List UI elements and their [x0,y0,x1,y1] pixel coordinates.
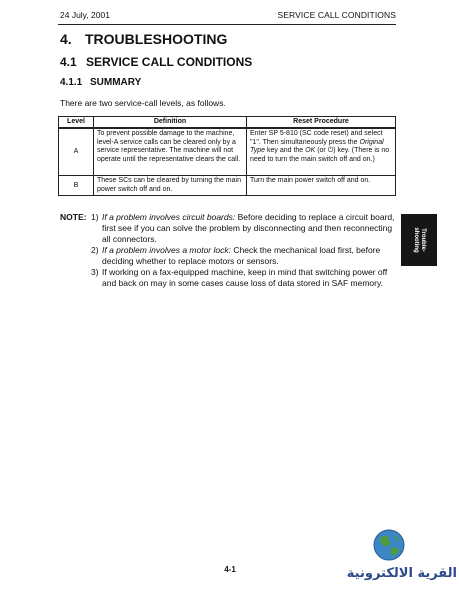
level-cell: A [59,128,94,176]
chapter-number: 4. [60,31,72,47]
note-item [91,212,397,245]
intro-text: There are two service-call levels, as follows. [60,98,226,108]
reset-procedure-cell: Turn the main power switch off and on. [247,176,396,196]
subsection-title: SUMMARY [90,77,142,88]
note-lead: If a problem involves circuit boards: [102,212,236,222]
page-number: 4-1 [224,565,236,574]
table-header-row [59,117,396,129]
note-text: Before deciding to replace a circuit board, first see if you can solve the problem by disconnecting and then reconnecting all connectors. [102,212,395,244]
reset-text: (or [315,147,328,155]
level-cell: B [59,176,94,196]
section-number: 4.1 [60,55,77,69]
definition-cell: To prevent possible damage to the machine, level-A service calls can be cleared only by a service representative. The machine will not operate until the representative clears the call. [94,128,247,176]
side-tab-label: Trouble- shooting [413,227,426,253]
column-header-level: Level [59,117,94,129]
subsection-number: 4.1.1 [60,77,83,88]
reset-procedure-cell [247,128,396,176]
reset-text: ) key. (There is no need to turn the main switch off and on.) [250,147,390,163]
section-side-tab [401,214,437,266]
table-row [59,176,396,196]
note-label: NOTE: [60,212,87,222]
definition-cell: These SCs can be cleared by turning the main power switch off and on. [94,176,247,196]
section-title: SERVICE CALL CONDITIONS [86,55,253,69]
note-text: Check the mechanical load first, before deciding whether to replace motors or sensors. [102,245,381,266]
original-type-key-label: Original Type [250,138,384,155]
note-item [91,267,397,289]
power-key-icon: ⏻ [327,147,334,155]
note-item [91,245,397,267]
globe-icon [372,528,406,562]
table-row [59,128,396,176]
header-rule [58,24,396,25]
subsection-heading [60,77,141,88]
chapter-heading [60,31,227,47]
reset-text: key and the [265,147,306,155]
note-number: 2) [91,245,99,255]
header-date: 24 July, 2001 [60,10,110,20]
note-number: 3) [91,267,99,277]
reset-text: Enter SP 5-810 (SC code reset) and select "1". Then simultaneously press the [250,130,383,146]
column-header-definition: Definition [94,117,247,129]
header-title: SERVICE CALL CONDITIONS [277,10,396,20]
watermark-text: القرية الالكترونية [346,566,457,581]
section-heading [60,55,252,69]
note-text: If working on a fax-equipped machine, keep in mind that switching power off and back on may in some cases cause loss of data stored in SAF memory. [102,267,388,288]
note-number: 1) [91,212,99,222]
note-lead: If a problem involves a motor lock: [102,245,231,255]
column-header-reset: Reset Procedure [247,117,396,129]
ok-key-label: OK [305,147,316,155]
service-call-table [58,116,396,196]
chapter-title: TROUBLESHOOTING [85,31,228,47]
